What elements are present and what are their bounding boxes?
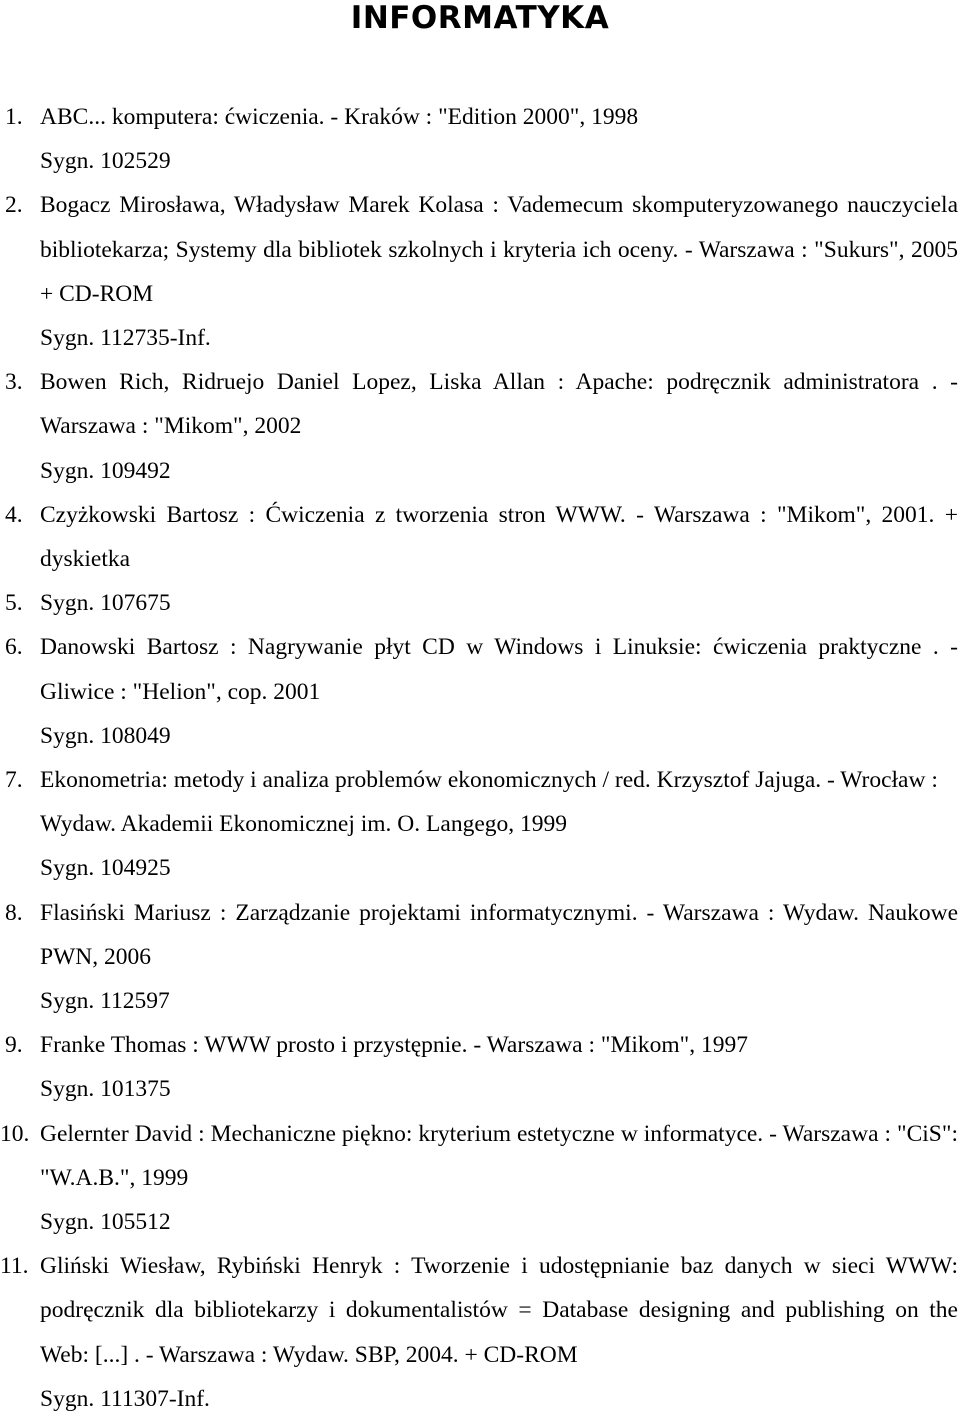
item-number: 3.	[5, 369, 23, 396]
item-description: Flasiński Mariusz : Zarządzanie projektami informatycznymi. - Warszawa : Wydaw. Naukowe PWN, 2006	[40, 899, 958, 970]
item-description: Danowski Bartosz : Nagrywanie płyt CD w Windows i Linuksie: ćwiczenia praktyczne . - Gliwice : "Helion", cop. 2001	[40, 634, 958, 705]
item-number: 10.	[0, 1120, 30, 1147]
item-number: 2.	[5, 192, 23, 219]
item-number: 4.	[5, 501, 23, 528]
item-call-number: Sygn. 105512	[40, 1209, 171, 1236]
item-number: 6.	[5, 634, 23, 661]
item-description: Bowen Rich, Ridruejo Daniel Lopez, Liska Allan : Apache: podręcznik administratora . - Warszawa : "Mikom", 2002	[40, 369, 958, 440]
list-item	[0, 95, 958, 183]
list-item	[0, 1112, 958, 1245]
item-call-number: Sygn. 108049	[40, 722, 171, 749]
list-item	[0, 758, 958, 891]
item-description: Ekonometria: metody i analiza problemów ekonomicznych / red. Krzysztof Jajuga. - Wrocław : Wydaw. Akademii Ekonomicznej im. O. Langego, 1999	[40, 767, 938, 838]
item-number: 11.	[0, 1253, 29, 1280]
item-call-number: Sygn. 102529	[40, 148, 171, 175]
item-number: 5.	[5, 590, 23, 617]
page-title: INFORMATYKA	[350, 0, 610, 36]
item-call-number: Sygn. 112735-Inf.	[40, 325, 211, 352]
bibliography-list	[0, 95, 958, 1421]
item-description: Czyżkowski Bartosz : Ćwiczenia z tworzenia stron WWW. - Warszawa : "Mikom", 2001. + dyskietka	[40, 501, 958, 573]
item-description: ABC... komputera: ćwiczenia. - Kraków : "Edition 2000", 1998	[40, 104, 639, 130]
item-call-number: Sygn. 101375	[40, 1076, 171, 1103]
item-number: 7.	[5, 767, 23, 794]
item-call-number: Sygn. 104925	[40, 855, 171, 882]
item-call-number: Sygn. 112597	[40, 988, 170, 1015]
item-call-number: Sygn. 109492	[40, 457, 171, 484]
list-item	[0, 1023, 958, 1111]
list-item	[0, 891, 958, 1024]
item-number: 9.	[5, 1032, 23, 1059]
item-description: Sygn. 107675	[40, 590, 171, 617]
list-item	[0, 360, 958, 493]
item-description: Franke Thomas : WWW prosto i przystępnie. - Warszawa : "Mikom", 1997	[40, 1032, 749, 1059]
item-call-number: Sygn. 111307-Inf.	[40, 1385, 210, 1412]
item-description: Gliński Wiesław, Rybiński Henryk : Tworzenie i udostępnianie baz danych w sieci WWW: podręcznik dla bibliotekarzy i dokumentalistów = Database designing and publishing on the Web: [...] . - Warszawa : Wydaw. SBP, 2004. + CD-ROM	[40, 1253, 958, 1368]
item-description: Gelernter David : Mechaniczne piękno: kryterium estetyczne w informatyce. - Warszawa : "CiS": "W.A.B.", 1999	[40, 1120, 958, 1191]
list-item	[0, 183, 958, 360]
item-number: 8.	[5, 899, 23, 926]
item-description: Bogacz Mirosława, Władysław Marek Kolasa : Vademecum skomputeryzowanego nauczyciela bibliotekarza; Systemy dla bibliotek szkolnych i kryteria ich oceny. - Warszawa : "Sukurs", 2005 + CD-ROM	[40, 192, 958, 307]
list-item	[0, 1244, 958, 1421]
item-number: 1.	[5, 104, 23, 130]
list-item	[0, 625, 958, 758]
list-item	[0, 493, 958, 581]
list-item	[0, 581, 958, 625]
